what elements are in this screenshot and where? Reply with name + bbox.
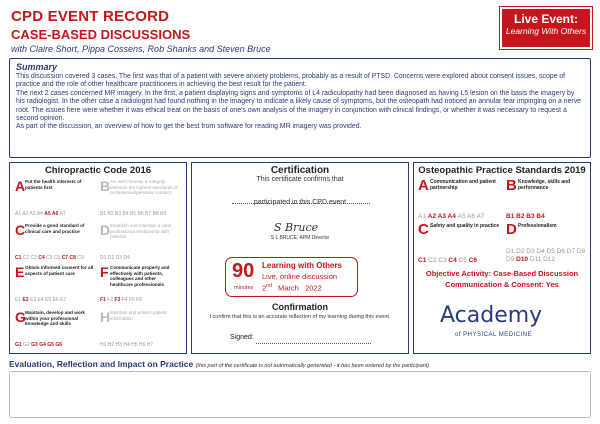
chiro-card-b: [98, 177, 181, 218]
standard-code: C6: [468, 257, 477, 264]
osteopathic-panel: [413, 162, 591, 354]
standard-code: A7: [476, 213, 485, 220]
confirmation-text: I confirm that this is an accurate reflection of my learning during this event.: [209, 314, 391, 320]
standard-code: C3: [30, 255, 39, 261]
standard-code: B8: [152, 211, 161, 217]
standard-code: C1: [418, 257, 429, 264]
card-letter: H: [100, 309, 111, 325]
live-event-badge: [500, 7, 592, 49]
standard-code: A7: [59, 211, 66, 217]
standard-code: F1: [100, 297, 108, 303]
osteo-card-d: [504, 221, 592, 265]
card-codes: [100, 342, 153, 348]
standard-code: D1: [100, 255, 108, 261]
standard-code: B3: [526, 213, 537, 220]
name-line: [232, 203, 370, 204]
standard-code: F6: [136, 297, 143, 303]
academy-logo: Academy: [440, 303, 543, 328]
standard-code: D3: [526, 248, 537, 255]
card-description: Maintain, develop and work within your professional knowledge and skills: [25, 310, 85, 327]
card-codes: [506, 213, 545, 220]
standard-code: E3: [30, 297, 38, 303]
chiro-card-f: [98, 263, 181, 304]
card-description: Maintain and protect patient information: [110, 310, 167, 321]
standard-code: A4: [36, 211, 45, 217]
standard-code: B3: [115, 211, 123, 217]
standard-code: B1: [100, 211, 108, 217]
standard-code: A2: [427, 213, 438, 220]
confirmation-title: Confirmation: [272, 302, 328, 312]
standard-code: D9: [506, 256, 517, 263]
standard-code: C8: [69, 255, 78, 261]
card-description: Communication and patient partnership: [430, 179, 496, 191]
card-codes: [100, 297, 142, 303]
standard-code: C2: [428, 257, 439, 264]
standard-code: A1: [15, 211, 23, 217]
standard-code: B9: [160, 211, 167, 217]
card-letter: F: [100, 264, 109, 280]
standard-code: D8: [576, 248, 586, 255]
standard-code: E1: [15, 297, 23, 303]
osteopathic-title: Osteopathic Practice Standards 2019: [418, 165, 586, 176]
standard-code: H1: [100, 342, 108, 348]
standard-code: A6: [467, 213, 477, 220]
card-description: Provide a good standard of clinical care and practice: [25, 223, 85, 234]
standard-code: A1: [418, 213, 428, 220]
standard-code: D7: [566, 248, 577, 255]
standard-code: A6: [51, 211, 60, 217]
standard-code: A3: [29, 211, 37, 217]
card-codes: [15, 255, 84, 261]
card-codes: [15, 211, 66, 217]
card-codes: [418, 257, 477, 264]
osteo-card-a: [416, 177, 504, 221]
standard-code: A5: [44, 211, 52, 217]
osteo-card-c: [416, 221, 504, 265]
card-description: Put the health interests of patients first: [25, 179, 82, 190]
card-codes: [15, 297, 66, 303]
standard-code: D3: [115, 255, 124, 261]
standard-code: H6: [138, 342, 147, 348]
card-letter: A: [15, 178, 26, 194]
standard-code: H3: [115, 342, 124, 348]
card-letter: C: [15, 222, 26, 238]
summary-paragraph: This discussion covered 3 cases. The first was that of a patient with severe anxiety problems, probably as a result of PTSD. Concerns were explored about consent issues, scope of practice and the role of other healthcare practitioners in achieving the best result for the patient.: [16, 73, 566, 89]
standard-code: C5: [458, 257, 469, 264]
standard-code: C4: [38, 255, 47, 261]
standard-code: B7: [145, 211, 153, 217]
evaluation-heading: Evaluation, Reflection and Impact on Practice (this part of the certificate is not automatically generated - it has been entered by the participant): [9, 359, 430, 369]
academy-logo-sub: of PHYSICAL MEDICINE: [455, 332, 533, 338]
standard-code: D4: [536, 248, 547, 255]
minutes-label: minutes: [234, 285, 254, 291]
standard-code: F2: [107, 297, 115, 303]
standard-code: C1: [15, 255, 23, 261]
standard-code: D11: [529, 256, 544, 263]
card-description: Obtain informed consent for all aspects of patient care: [25, 265, 94, 276]
chiro-card-h: [98, 308, 181, 349]
standard-code: G4: [39, 342, 48, 348]
standard-code: C3: [438, 257, 449, 264]
communication-consent: Communication & Consent: Yes: [445, 280, 559, 289]
evaluation-box[interactable]: [9, 371, 591, 418]
summary-box: [9, 58, 591, 158]
presenters: with Claire Short, Pippa Cossens, Rob Shanks and Steven Bruce: [11, 44, 271, 54]
standard-code: G5: [47, 342, 56, 348]
chiropractic-title: Chiropractic Code 2016: [44, 165, 152, 176]
standard-code: C9: [77, 255, 84, 261]
standard-code: A5: [457, 213, 468, 220]
standard-code: G3: [31, 342, 40, 348]
standard-code: A4: [447, 213, 458, 220]
standard-code: D10: [516, 256, 530, 263]
standard-code: B1: [506, 213, 517, 220]
card-codes: [100, 255, 130, 261]
standard-code: D1: [506, 248, 517, 255]
card-description: Communicate properly and effectively with patients, colleagues and other healthcare professionals: [110, 265, 170, 287]
event-date: 2nd March 2022: [262, 283, 322, 293]
standard-code: A2: [22, 211, 30, 217]
director-signature: S Bruce: [274, 221, 319, 234]
chiro-card-a: [13, 177, 96, 218]
standard-code: H5: [131, 342, 139, 348]
card-description: Act with honesty & integrity. Maintain the highest standards of professional/personal conduct: [110, 179, 178, 196]
standard-code: B4: [122, 211, 131, 217]
standard-code: D5: [546, 248, 557, 255]
chiro-card-d: [98, 221, 181, 262]
standard-code: D12: [543, 256, 556, 263]
card-letter: C: [418, 221, 429, 238]
event-subtitle: CASE-BASED DISCUSSIONS: [11, 27, 191, 42]
standard-code: C4: [448, 257, 459, 264]
standard-code: C6: [53, 255, 62, 261]
standard-code: C7: [61, 255, 70, 261]
standard-code: F5: [128, 297, 137, 303]
record-title: CPD EVENT RECORD: [11, 8, 170, 25]
standard-code: E5: [45, 297, 53, 303]
certification-panel: [191, 162, 409, 354]
standard-code: B2: [107, 211, 116, 217]
chiro-card-e: [13, 263, 96, 304]
standard-code: D2: [107, 255, 116, 261]
standard-code: F4: [121, 297, 129, 303]
standard-code: E6: [52, 297, 61, 303]
live-event-subtitle: Learning With Others: [505, 26, 587, 36]
objective-activity: Objective Activity: Case-Based Discussion: [425, 269, 579, 278]
card-description: Knowledge, skills and performance: [518, 179, 571, 191]
card-description: Safety and quality in practice: [430, 223, 500, 229]
standard-code: C5: [46, 255, 54, 261]
standard-code: H4: [123, 342, 132, 348]
chiro-card-g: [13, 308, 96, 349]
summary-heading: Summary: [16, 62, 58, 72]
minutes-value: 90: [232, 260, 255, 282]
card-letter: A: [418, 177, 429, 194]
card-letter: D: [100, 222, 111, 238]
certification-title: Certification: [270, 165, 330, 176]
standard-code: G6: [55, 342, 62, 348]
card-letter: E: [15, 264, 25, 280]
standard-code: A3: [437, 213, 448, 220]
summary-paragraph: As part of the discussion, an overview of how to get the best from software for reading MR imagery was provided.: [16, 123, 362, 131]
event-duration-box: [225, 257, 358, 297]
certification-line2: participated in this CPD event: [253, 199, 347, 206]
standard-code: B6: [137, 211, 146, 217]
card-description: Professionalism: [518, 223, 557, 229]
certification-line1: This certificate confirms that: [256, 176, 344, 183]
standard-code: E4: [37, 297, 46, 303]
standard-code: B2: [516, 213, 527, 220]
card-codes: [506, 248, 592, 264]
card-letter: G: [15, 309, 26, 325]
live-event-title: Live Event:: [513, 12, 579, 26]
card-letter: B: [100, 178, 111, 194]
standard-code: H7: [146, 342, 154, 348]
card-letter: B: [506, 177, 517, 194]
signer-name: S L BRUCE, APM Director: [270, 235, 330, 241]
standard-code: D2: [516, 248, 527, 255]
card-codes: [418, 213, 484, 220]
chiro-card-c: [13, 221, 96, 262]
standard-code: E7: [60, 297, 67, 303]
signed-label: Signed:: [230, 334, 254, 341]
standard-code: G1: [15, 342, 24, 348]
osteo-card-b: [504, 177, 592, 221]
card-codes: [100, 211, 166, 217]
standard-code: C2: [22, 255, 31, 261]
standard-code: B5: [130, 211, 138, 217]
card-codes: [15, 342, 62, 348]
standard-code: B4: [536, 213, 545, 220]
standard-code: F3: [114, 297, 122, 303]
card-letter: D: [506, 221, 517, 238]
standard-code: G2: [23, 342, 32, 348]
chiropractic-panel: [9, 162, 187, 354]
event-type: Live, online discussion: [262, 272, 338, 281]
standard-code: D6: [556, 248, 567, 255]
standard-code: E2: [22, 297, 31, 303]
standard-code: D4: [123, 255, 130, 261]
event-title: Learning with Others: [262, 261, 343, 270]
signature-line[interactable]: [256, 343, 371, 344]
standard-code: H2: [107, 342, 116, 348]
card-description: Establish and maintain a clear professional relationship with patients: [110, 223, 172, 240]
summary-paragraph: The next 2 cases concerned MR imagery. In the first, a patient displaying signs and symptoms of L4 radiculopathy had been diagnosed as having L5 lesion on the basis the imagery by his radiologist. In the other case a radiologist had found nothing in the imagery to indicate a likely cause of symptoms, but the osteopath had noticed an annular tear impinging on a nerve root. The issues here were whether it was ethical treat on the basis of one's own analysis of the imagery in conjunction with clinical findings, or whether it was necessary to request a second opinion.: [16, 89, 581, 123]
